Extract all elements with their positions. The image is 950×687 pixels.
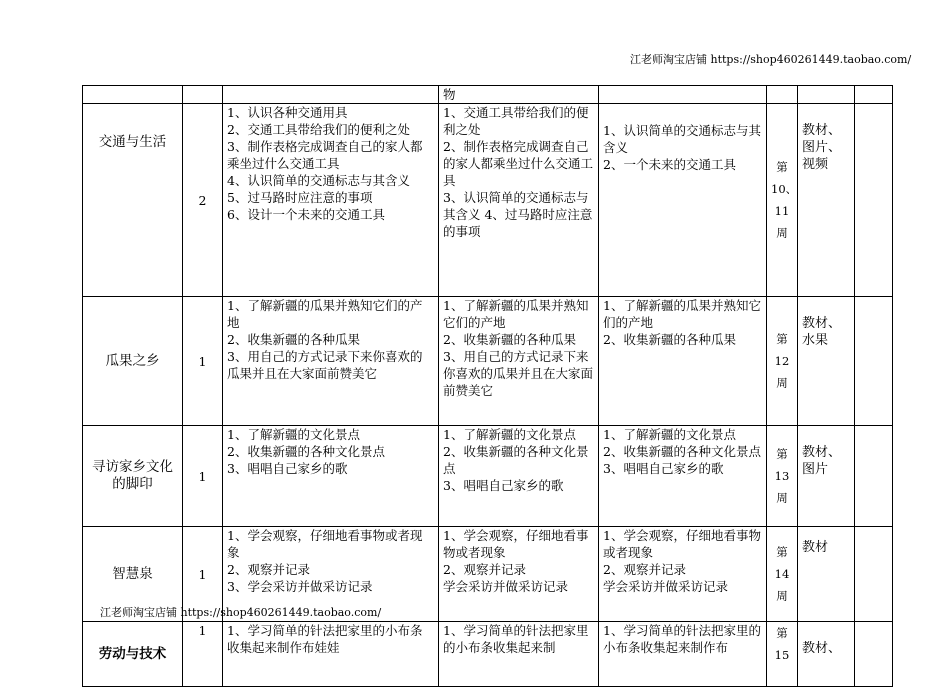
content-cell: 1、认识各种交通用具 2、交通工具带给我们的便利之处 3、制作表格完成调查自己的家人都乘坐过什么交通工具 4、认识简单的交通标志与其含义 5、过马路时应注意的事项 6、设计一个未来的交通工具 [223, 104, 439, 297]
table-row [83, 104, 893, 297]
week-cell: 第 12 周 [767, 297, 798, 426]
key-points-cell: 1、学习简单的针法把家里的小布条收集起来制作布 [599, 622, 767, 687]
week-cell: 第 10、 11 周 [767, 104, 798, 297]
table-row [83, 622, 893, 687]
topic-cell: 劳动与技术 [83, 622, 183, 687]
resources-cell: 教材 [798, 527, 855, 622]
key-points-cell: 1、学会观察，仔细地看事物或者现象 2、观察并记录 学会采访并做采访记录 [599, 527, 767, 622]
resources-cell: 教材、水果 [798, 297, 855, 426]
content-cell: 1、了解新疆的文化景点 2、收集新疆的各种文化景点 3、唱唱自己家乡的歌 [223, 426, 439, 527]
topic-cell: 智慧泉 [83, 527, 183, 622]
hours-cell: 2 [183, 104, 223, 297]
resources-cell: 教材、 [798, 622, 855, 687]
goals-cell: 1、交通工具带给我们的便利之处 2、制作表格完成调查自己的家人都乘坐过什么交通工具 3、认识简单的交通标志与其含义 4、过马路时应注意的事项 [439, 104, 599, 297]
goals-cell: 1、了解新疆的瓜果并熟知它们的产地 2、收集新疆的各种瓜果 3、用自己的方式记录下来你喜欢的瓜果并且在大家面前赞美它 [439, 297, 599, 426]
hours-cell: 1 [183, 527, 223, 622]
empty-cell [855, 527, 893, 622]
key-points-cell: 1、了解新疆的文化景点 2、收集新疆的各种文化景点 3、唱唱自己家乡的歌 [599, 426, 767, 527]
week-cell: 第 15 [767, 622, 798, 687]
resources-cell: 教材、图片 [798, 426, 855, 527]
hours-cell: 1 [183, 622, 223, 687]
empty-cell [855, 104, 893, 297]
topic-cell: 寻访家乡文化的脚印 [83, 426, 183, 527]
hours-cell: 1 [183, 426, 223, 527]
goals-cell: 1、学习简单的针法把家里的小布条收集起来制 [439, 622, 599, 687]
content-cell: 1、了解新疆的瓜果并熟知它们的产地 2、收集新疆的各种瓜果 3、用自己的方式记录下来你喜欢的瓜果并且在大家面前赞美它 [223, 297, 439, 426]
week-cell: 第 14 周 [767, 527, 798, 622]
lesson-plan-table [82, 85, 893, 687]
footer-shop-note: 江老师淘宝店铺 https://shop460261449.taobao.com/ [100, 606, 382, 619]
key-points-cell: 1、了解新疆的瓜果并熟知它们的产地 2、收集新疆的各种瓜果 [599, 297, 767, 426]
table-row [83, 297, 893, 426]
content-cell: 1、学会观察，仔细地看事物或者现象 2、观察并记录 3、学会采访并做采访记录 [223, 527, 439, 622]
empty-cell [855, 426, 893, 527]
topic-cell: 交通与生活 [83, 104, 183, 297]
carryover-text: 物 [439, 86, 599, 104]
week-cell: 第 13 周 [767, 426, 798, 527]
goals-cell: 1、学会观察，仔细地看事物或者现象 2、观察并记录 学会采访并做采访记录 [439, 527, 599, 622]
topic-cell: 瓜果之乡 [83, 297, 183, 426]
empty-cell [855, 297, 893, 426]
table-row [83, 426, 893, 527]
header-shop-note: 江老师淘宝店铺 https://shop460261449.taobao.com/ [630, 53, 912, 66]
hours-cell: 1 [183, 297, 223, 426]
resources-cell: 教材、图片、视频 [798, 104, 855, 297]
content-cell: 1、学习简单的针法把家里的小布条收集起来制作布娃娃 [223, 622, 439, 687]
empty-cell [855, 622, 893, 687]
table-top-row [83, 86, 893, 104]
key-points-cell: 1、认识简单的交通标志与其含义 2、一个未来的交通工具 [599, 104, 767, 297]
goals-cell: 1、了解新疆的文化景点 2、收集新疆的各种文化景点 3、唱唱自己家乡的歌 [439, 426, 599, 527]
